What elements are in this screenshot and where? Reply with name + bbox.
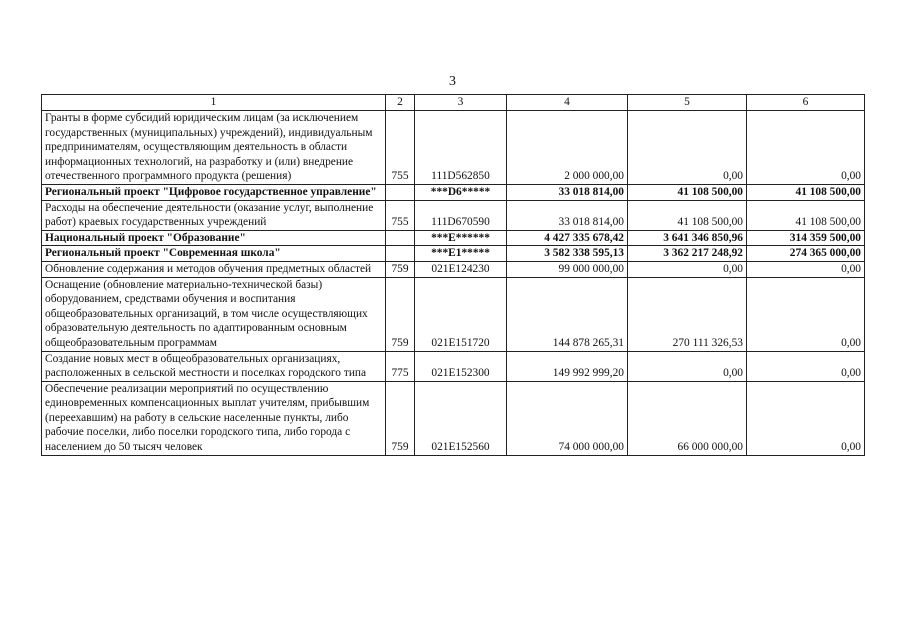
header-row [42, 95, 865, 111]
table-row [42, 261, 865, 277]
row-code: 021E124230 [415, 261, 507, 277]
row-value-year3: 41 108 500,00 [747, 200, 865, 230]
row-value-year2: 0,00 [628, 111, 747, 185]
row-value-year1: 2 000 000,00 [507, 111, 628, 185]
row-value-year3: 0,00 [747, 261, 865, 277]
row-code: 021E152300 [415, 351, 507, 381]
row-value-year1: 74 000 000,00 [507, 381, 628, 455]
table-row [42, 200, 865, 230]
row-value-year1: 33 018 814,00 [507, 200, 628, 230]
table-row [42, 246, 865, 262]
row-value-year2: 3 641 346 850,96 [628, 230, 747, 246]
row-name: Оснащение (обновление материально-технической базы) оборудованием, средствами обучения и воспитания общеобразовательных организаций, в том числе осуществляющих образовательную деятельность по адаптированным основным общеобразовательным программам [42, 277, 386, 351]
row-value-year3: 41 108 500,00 [747, 184, 865, 200]
page-number: 3 [449, 74, 456, 89]
row-name: Обновление содержания и методов обучения предметных областей [42, 261, 386, 277]
header-col-2: 2 [386, 95, 415, 111]
row-name: Обеспечение реализации мероприятий по осуществлению единовременных компенсационных выплат учителям, прибывшим (переехавшим) на работу в сельские населенные пункты, либо рабочие поселки, либо поселки городского типа, либо города с населением до 50 тысяч человек [42, 381, 386, 455]
header-col-1: 1 [42, 95, 386, 111]
row-value-year2: 66 000 000,00 [628, 381, 747, 455]
row-code: ***E1***** [415, 246, 507, 262]
header-col-6: 6 [747, 95, 865, 111]
row-value-year3: 0,00 [747, 277, 865, 351]
row-value-year3: 0,00 [747, 111, 865, 185]
row-value-year1: 99 000 000,00 [507, 261, 628, 277]
row-code: 021E152560 [415, 381, 507, 455]
row-code: 021E151720 [415, 277, 507, 351]
header-col-4: 4 [507, 95, 628, 111]
row-value-year1: 144 878 265,31 [507, 277, 628, 351]
row-value-year1: 149 992 999,20 [507, 351, 628, 381]
row-value-year2: 0,00 [628, 351, 747, 381]
row-value-year3: 0,00 [747, 351, 865, 381]
row-grbs [386, 246, 415, 262]
row-code: ***E****** [415, 230, 507, 246]
row-code: 111D670590 [415, 200, 507, 230]
row-grbs: 759 [386, 277, 415, 351]
row-value-year3: 274 365 000,00 [747, 246, 865, 262]
table-row [42, 111, 865, 185]
budget-table [41, 94, 865, 456]
row-value-year2: 41 108 500,00 [628, 184, 747, 200]
row-name: Расходы на обеспечение деятельности (оказание услуг, выполнение работ) краевых государственных учреждений [42, 200, 386, 230]
row-name: Создание новых мест в общеобразовательных организациях, расположенных в сельской местности и поселках городского типа [42, 351, 386, 381]
row-grbs: 759 [386, 381, 415, 455]
row-code: ***D6***** [415, 184, 507, 200]
table-row [42, 277, 865, 351]
row-name: Региональный проект "Цифровое государственное управление" [42, 184, 386, 200]
row-name: Национальный проект "Образование" [42, 230, 386, 246]
row-name: Гранты в форме субсидий юридическим лицам (за исключением государственных (муниципальных) учреждений), индивидуальным предпринимателям, осуществляющим деятельность в области информационных технологий, на разработку и (или) внедрение отечественного программного продукта (решения) [42, 111, 386, 185]
row-value-year2: 3 362 217 248,92 [628, 246, 747, 262]
row-name: Региональный проект "Современная школа" [42, 246, 386, 262]
table-row [42, 351, 865, 381]
row-value-year1: 4 427 335 678,42 [507, 230, 628, 246]
row-code: 111D562850 [415, 111, 507, 185]
row-grbs: 775 [386, 351, 415, 381]
row-grbs [386, 184, 415, 200]
header-col-3: 3 [415, 95, 507, 111]
row-value-year3: 0,00 [747, 381, 865, 455]
row-value-year2: 0,00 [628, 261, 747, 277]
row-grbs: 755 [386, 200, 415, 230]
row-value-year3: 314 359 500,00 [747, 230, 865, 246]
row-grbs [386, 230, 415, 246]
table-row [42, 230, 865, 246]
row-value-year1: 33 018 814,00 [507, 184, 628, 200]
row-value-year2: 41 108 500,00 [628, 200, 747, 230]
row-grbs: 759 [386, 261, 415, 277]
header-col-5: 5 [628, 95, 747, 111]
table-row [42, 381, 865, 455]
table-row [42, 184, 865, 200]
row-value-year2: 270 111 326,53 [628, 277, 747, 351]
row-value-year1: 3 582 338 595,13 [507, 246, 628, 262]
row-grbs: 755 [386, 111, 415, 185]
